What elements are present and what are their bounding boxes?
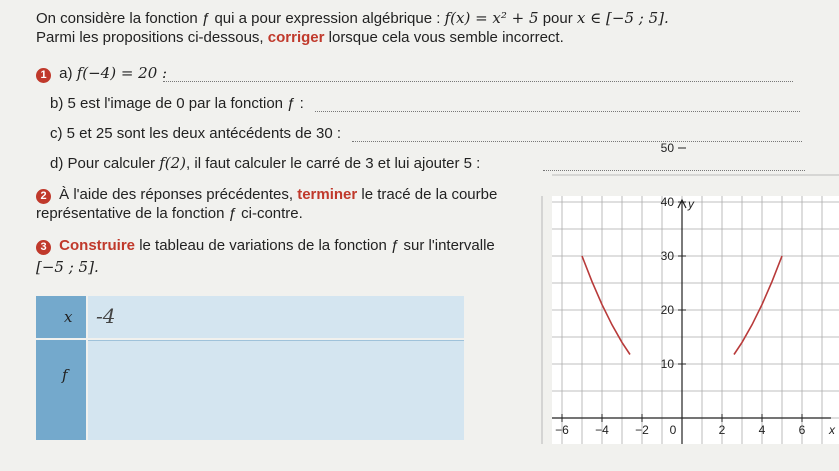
intro-line-1	[36, 9, 669, 27]
intro-emphasis: corriger	[267, 29, 325, 46]
question-2-badge: 2	[36, 189, 51, 204]
answer-line-1d[interactable]	[543, 170, 805, 171]
x-tick-label: −2	[635, 423, 649, 437]
question-1a	[36, 64, 167, 83]
y-tick-label: 30	[660, 249, 674, 263]
y-axis-label: y	[688, 197, 694, 211]
table-content-area[interactable]	[88, 296, 464, 440]
function-graph	[552, 141, 839, 444]
q1d-end: , il faut calculer le carré de 3 et lui ajouter 5 :	[186, 155, 481, 172]
x-tick-label: 2	[718, 423, 726, 437]
x-tick-label: −4	[595, 423, 609, 437]
x-tick-label: 6	[798, 423, 806, 437]
variation-table[interactable]	[36, 296, 464, 440]
q2-start: À l'aide des réponses précédentes,	[59, 186, 294, 203]
table-label-column	[36, 296, 86, 440]
y-tick-label: 20	[660, 303, 674, 317]
chart-background	[552, 196, 839, 444]
function-expression: f(x) = x² + 5	[444, 9, 539, 27]
question-1-badge: 1	[36, 68, 51, 83]
y-tick-label: 40	[660, 195, 674, 209]
q3-emphasis: Construire	[59, 237, 136, 254]
x-tick-label: 0	[669, 423, 677, 437]
answer-line-1c[interactable]	[352, 141, 802, 142]
intro-text: On considère la fonction ƒ qui a pour expression algébrique :	[36, 10, 441, 27]
function-domain: x ∈ [−5 ; 5].	[576, 9, 669, 27]
question-3	[36, 237, 495, 255]
q2-emphasis: terminer	[297, 186, 358, 203]
q1d-math: f(2)	[159, 154, 187, 172]
q1a-label: a)	[59, 65, 73, 82]
x-tick-label: 4	[758, 423, 766, 437]
q2-end: le tracé de la courbe	[361, 186, 498, 203]
question-1d	[50, 154, 480, 172]
q1d-start: d) Pour calculer	[50, 155, 156, 172]
x-axis-label: x	[829, 423, 835, 437]
q3-end: le tableau de variations de la fonction ƒ sur l'intervalle	[139, 237, 495, 254]
intro-line-2	[36, 29, 564, 46]
intro-pour: pour	[542, 10, 573, 27]
table-x-label: x	[64, 308, 73, 326]
question-3-interval: [−5 ; 5].	[36, 258, 99, 276]
answer-line-1a[interactable]	[163, 81, 793, 82]
intro-line2-end: lorsque cela vous semble incorrect.	[328, 29, 564, 46]
answer-line-1b[interactable]	[315, 111, 800, 112]
table-header-line	[88, 340, 464, 341]
table-f-label: f	[62, 366, 68, 384]
handwritten-value: -4	[96, 304, 116, 328]
question-3-badge: 3	[36, 240, 51, 255]
question-2	[36, 186, 497, 204]
intro-line2-start: Parmi les propositions ci-dessous,	[36, 29, 264, 46]
question-1c: c) 5 et 25 sont les deux antécédents de 30 :	[50, 125, 342, 142]
y-tick-label: 10	[660, 357, 674, 371]
y-tick-label: 50	[660, 141, 674, 155]
chart-grid	[542, 175, 839, 444]
x-tick-label: −6	[555, 423, 569, 437]
question-1b: b) 5 est l'image de 0 par la fonction ƒ :	[50, 95, 304, 112]
q1a-math: f(−4) = 20 :	[76, 64, 168, 82]
question-2-line-2: représentative de la fonction ƒ ci-contre.	[36, 205, 303, 222]
